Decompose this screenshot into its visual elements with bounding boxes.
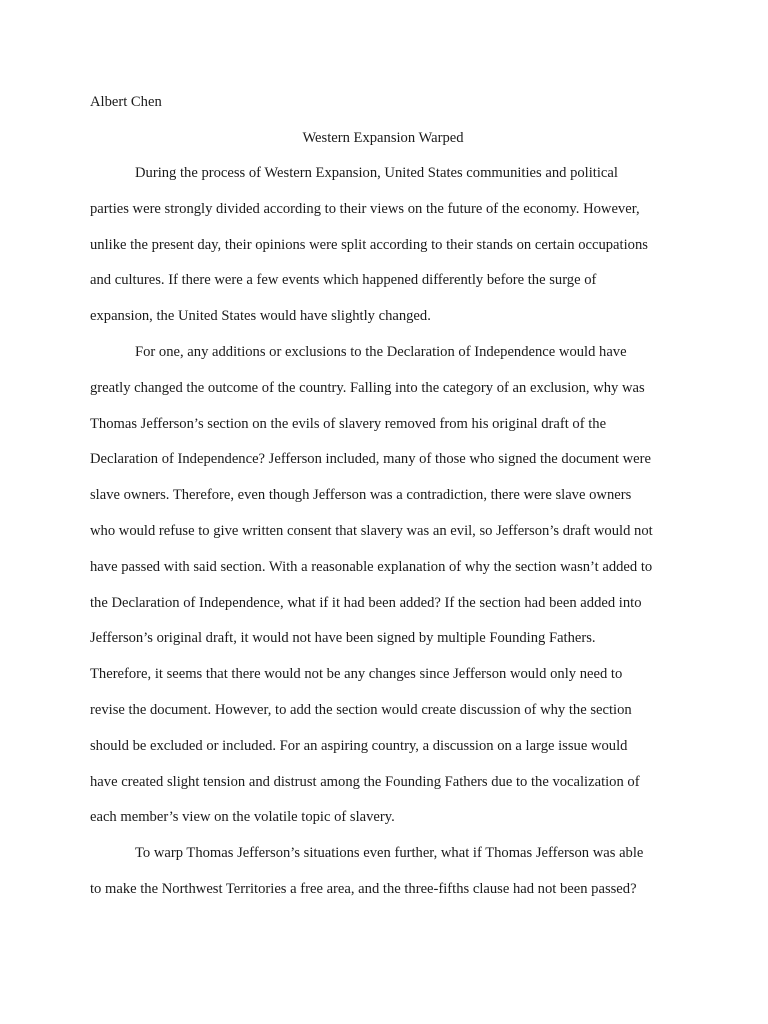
paragraph-line: slave owners. Therefore, even though Jefferson was a contradiction, there were slave owners — [90, 487, 632, 504]
paragraph-line: should be excluded or included. For an aspiring country, a discussion on a large issue would — [90, 737, 628, 754]
paragraph-line: Therefore, it seems that there would not be any changes since Jefferson would only need to — [90, 666, 623, 683]
paragraph-line: revise the document. However, to add the section would create discussion of why the section — [90, 701, 632, 718]
paragraph-line: greatly changed the outcome of the country. Falling into the category of an exclusion, why was — [90, 379, 645, 396]
paragraph-line: parties were strongly divided according to their views on the future of the economy. However, — [90, 200, 640, 217]
paragraph-line: During the process of Western Expansion, United States communities and political — [135, 165, 618, 181]
paragraph-line: Declaration of Independence? Jefferson included, many of those who signed the document were — [90, 451, 651, 468]
body-paragraph — [90, 156, 676, 335]
paragraph-line: the Declaration of Independence, what if it had been added? If the section had been added into — [90, 594, 642, 611]
paragraph-line: have passed with said section. With a reasonable explanation of why the section wasn’t added to — [90, 558, 653, 575]
document-body — [90, 156, 676, 908]
body-paragraph — [90, 836, 676, 908]
author-name: Albert Chen — [90, 94, 162, 110]
paragraph-line: and cultures. If there were a few events which happened differently before the surge of — [90, 272, 597, 289]
body-paragraph — [90, 335, 676, 836]
paragraph-line: For one, any additions or exclusions to the Declaration of Independence would have — [135, 343, 627, 360]
paragraph-line: expansion, the United States would have slightly changed. — [90, 308, 431, 325]
paragraph-line: each member’s view on the volatile topic of slavery. — [90, 809, 395, 826]
document-title: Western Expansion Warped — [302, 130, 464, 146]
paragraph-line: unlike the present day, their opinions were split according to their stands on certain occupations — [90, 236, 648, 253]
paragraph-line: Thomas Jefferson’s section on the evils of slavery removed from his original draft of the — [90, 415, 607, 432]
paragraph-line: to make the Northwest Territories a free area, and the three-fifths clause had not been passed? — [90, 880, 637, 897]
paragraph-line: have created slight tension and distrust among the Founding Fathers due to the vocalization of — [90, 773, 640, 790]
paragraph-line: Jefferson’s original draft, it would not have been signed by multiple Founding Fathers. — [90, 630, 596, 647]
paragraph-line: who would refuse to give written consent that slavery was an evil, so Jefferson’s draft would not — [90, 522, 653, 539]
paragraph-line: To warp Thomas Jefferson’s situations even further, what if Thomas Jefferson was able — [135, 845, 644, 862]
